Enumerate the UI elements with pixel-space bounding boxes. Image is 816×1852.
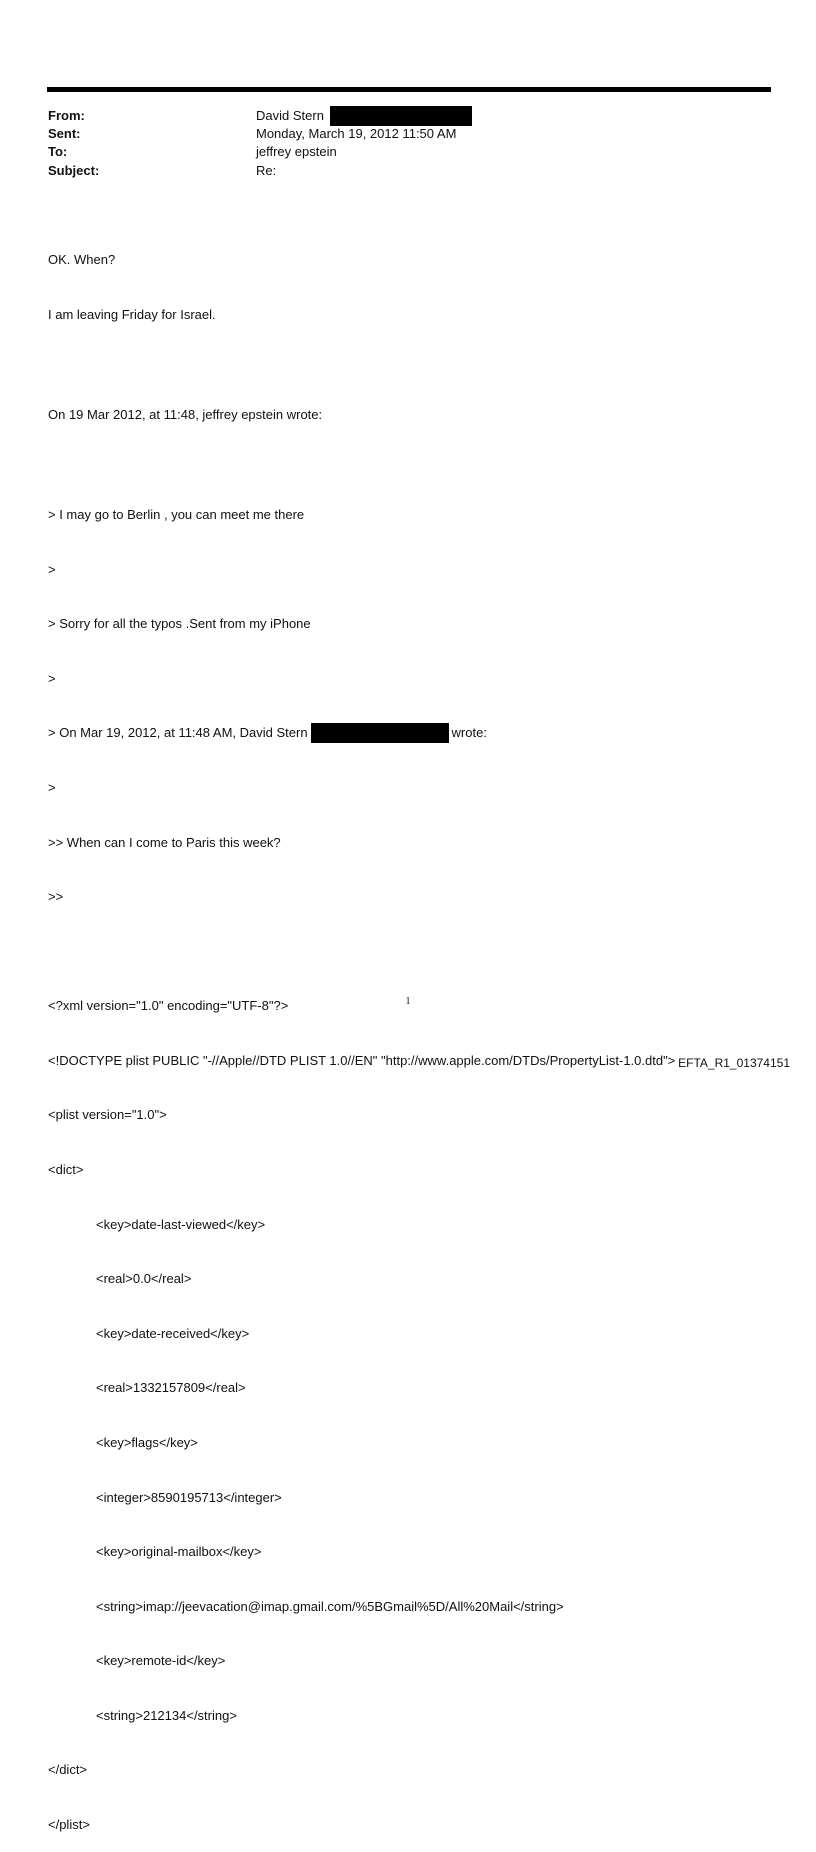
xml-line: </dict> (48, 1762, 88, 1778)
quote-line: > Sorry for all the typos .Sent from my iPhone (48, 616, 311, 632)
to-label: To: (48, 144, 68, 160)
xml-entry: <string>imap://jeevacation@imap.gmail.com/%5BGmail%5D/All%20Mail</string> (96, 1598, 564, 1614)
quote-line: >> (48, 889, 64, 905)
page-number: 1 (405, 996, 411, 1007)
xml-entry: <integer>8590195713</integer> (96, 1489, 282, 1505)
xml-line: <plist version="1.0"> (48, 1107, 167, 1123)
xml-line: <dict> (48, 1161, 84, 1177)
xml-entry: <key>remote-id</key> (96, 1653, 226, 1669)
xml-entry: <real>1332157809</real> (96, 1380, 246, 1396)
quote-line: > (48, 670, 56, 686)
xml-line: <!DOCTYPE plist PUBLIC "-//Apple//DTD PLIST 1.0//EN" "http://www.apple.com/DTDs/PropertyList-1.0.dtd"> (48, 1052, 676, 1068)
to-row (48, 143, 472, 161)
xml-entry: <key>date-received</key> (96, 1325, 250, 1341)
xml-line: <?xml version="1.0" encoding="UTF-8"?> (48, 998, 289, 1014)
email-body (48, 215, 675, 1852)
quote-line: > I may go to Berlin , you can meet me there (48, 507, 305, 522)
redaction-block (330, 106, 472, 126)
body-line: I am leaving Friday for Israel. (48, 307, 216, 322)
subject-value: Re: (256, 162, 277, 178)
quote-prefix: > On Mar 19, 2012, at 11:48 AM, David Stern (48, 725, 308, 741)
xml-entry: <key>date-last-viewed</key> (96, 1216, 266, 1232)
xml-entry: <key>flags</key> (96, 1434, 198, 1450)
xml-entry: <real>0.0</real> (96, 1271, 192, 1287)
subject-label: Subject: (48, 162, 100, 178)
sent-label: Sent: (48, 126, 81, 142)
from-label: From: (48, 108, 85, 123)
quote-line: > (48, 779, 56, 795)
xml-entry: <string>212134</string> (96, 1707, 237, 1723)
quote-line: > (48, 561, 56, 577)
sent-row (48, 125, 472, 143)
subject-row (48, 162, 472, 180)
xml-entry: <key>original-mailbox</key> (96, 1544, 262, 1560)
email-header (48, 107, 472, 180)
xml-line: </plist> (48, 1817, 90, 1833)
sent-value: Monday, March 19, 2012 11:50 AM (256, 126, 457, 142)
from-row (48, 107, 472, 125)
to-value: jeffrey epstein (256, 144, 337, 160)
quote-line-with-redaction (48, 724, 675, 742)
from-value-group (256, 106, 472, 126)
top-rule (47, 87, 771, 92)
quote-line: >> When can I come to Paris this week? (48, 834, 281, 850)
from-value: David Stern (256, 107, 324, 123)
document-id: EFTA_R1_01374151 (678, 1056, 790, 1070)
attribution-line: On 19 Mar 2012, at 11:48, jeffrey epstein wrote: (48, 407, 323, 422)
redaction-block (311, 723, 449, 743)
body-line: OK. When? (48, 252, 116, 268)
quote-suffix: wrote: (451, 725, 487, 741)
